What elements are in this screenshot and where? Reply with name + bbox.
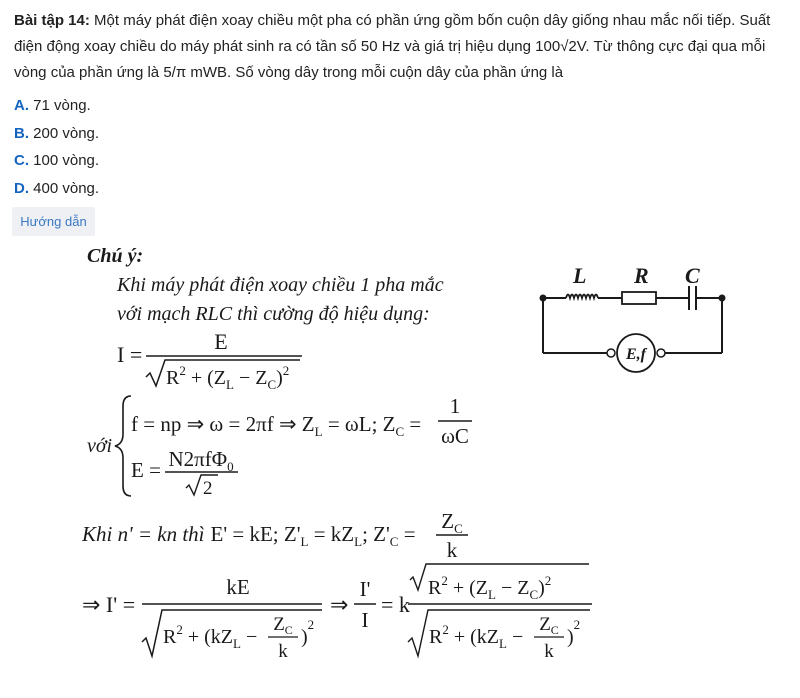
circuit-label-l: L	[573, 263, 587, 288]
option-text: 100 vòng.	[33, 152, 100, 169]
source-label: E,f	[626, 346, 646, 363]
svg-text:Khi n' = kn thìE' = kE; Z'L =: Khi n' = kn thì E' = kE; $Z'_L = kZ_L$; $Z'_C$ =	[82, 522, 416, 549]
note-line-2: với mạch RLC thì cường độ hiệu dụng:	[117, 303, 430, 325]
eq-i-num: E	[214, 329, 228, 354]
eq-ratio-den: I	[361, 608, 369, 632]
terminal-right	[657, 349, 665, 357]
svg-text:)2: )$^2$	[301, 617, 315, 648]
option-text: 200 vòng.	[33, 124, 100, 142]
svg-text:R2 + (kZL −: $R^2 + (kZ_L$ −	[163, 622, 258, 651]
guide-button[interactable]: Hướng dẫn	[12, 207, 95, 236]
note-title: Chú ý:	[87, 245, 144, 267]
svg-text:k: k	[278, 641, 288, 662]
svg-text:ZC: $Z_C$	[539, 614, 559, 637]
svg-text:N2πfΦ0: N2πfΦ$_0$	[168, 447, 234, 474]
option-text: 400 vòng.	[33, 179, 100, 197]
equation-scaling	[81, 509, 468, 562]
eq-omega-c: ωC	[441, 424, 469, 448]
note-line-1: Khi máy phát điện xoay chiều 1 pha mắc	[117, 274, 444, 296]
svg-text:f = np ⇒ ω = 2πf ⇒ ZL = ωL; ZC: f = np ⇒ ω = 2πf ⇒ $Z_L = \omega L$; $Z_C$ =	[131, 412, 422, 439]
eq-eq-k: = k	[381, 592, 410, 617]
resistor	[622, 292, 656, 304]
option-text: 71 vòng.	[33, 97, 91, 114]
eq-final-num: kE	[226, 575, 250, 599]
eq-i-lhs: I =	[117, 342, 143, 367]
eq-one: 1	[449, 394, 461, 418]
circuit-label-r: R	[634, 263, 649, 288]
eq-e-lhs: E =	[131, 458, 161, 482]
question-label: Bài tập 14:	[14, 12, 90, 29]
terminal-left	[607, 349, 615, 357]
svg-text:)2: )$^2$	[567, 617, 581, 648]
rlc-circuit-diagram	[541, 263, 725, 372]
svg-text:R2 + (ZL − ZC)2: $R^2 + (Z_L - Z_C)^2$	[428, 573, 552, 602]
option-letter: C.	[14, 152, 29, 169]
circuit-label-c: C	[685, 263, 700, 288]
option-letter: B.	[14, 124, 29, 142]
eq-final-lhs: ⇒ I' =	[82, 592, 136, 617]
eq-ratio-num: I'	[359, 577, 371, 601]
left-brace	[115, 396, 131, 496]
option-letter: D.	[14, 179, 29, 197]
svg-text:ZC: $Z_C$	[441, 509, 463, 536]
equation-current	[117, 329, 302, 392]
svg-text:k: k	[544, 641, 554, 662]
voi-label: với	[87, 435, 113, 457]
svg-text:2: 2	[203, 478, 213, 499]
option-letter: A.	[14, 97, 29, 114]
question-text: Một máy phát điện xoay chiều một pha có phần ứng gồm bốn cuộn dây giống nhau mắc nối tiếp. Suất điện động xoay chiều do máy phát sinh ra có tần số 50 Hz và giá trị hiệu dụng 100√2V. Từ thông cực đại qua mỗi vòng của phần ứng là 5/π mWB. Số vòng dây trong mỗi cuộn dây của phần ứng là	[14, 12, 771, 81]
eq-ratio-arrow: ⇒	[330, 592, 349, 617]
eq-i-den: $R^2 + (Z_L - Z_C)^2$	[166, 363, 290, 392]
inductor-coil	[566, 295, 598, 299]
eq-k-den: k	[446, 538, 458, 562]
equation-system	[87, 394, 472, 499]
equation-final	[82, 564, 592, 662]
svg-text:R2 + (kZL −: $R^2 + (kZ_L$ −	[429, 622, 524, 651]
svg-text:ZC: $Z_C$	[273, 614, 293, 637]
